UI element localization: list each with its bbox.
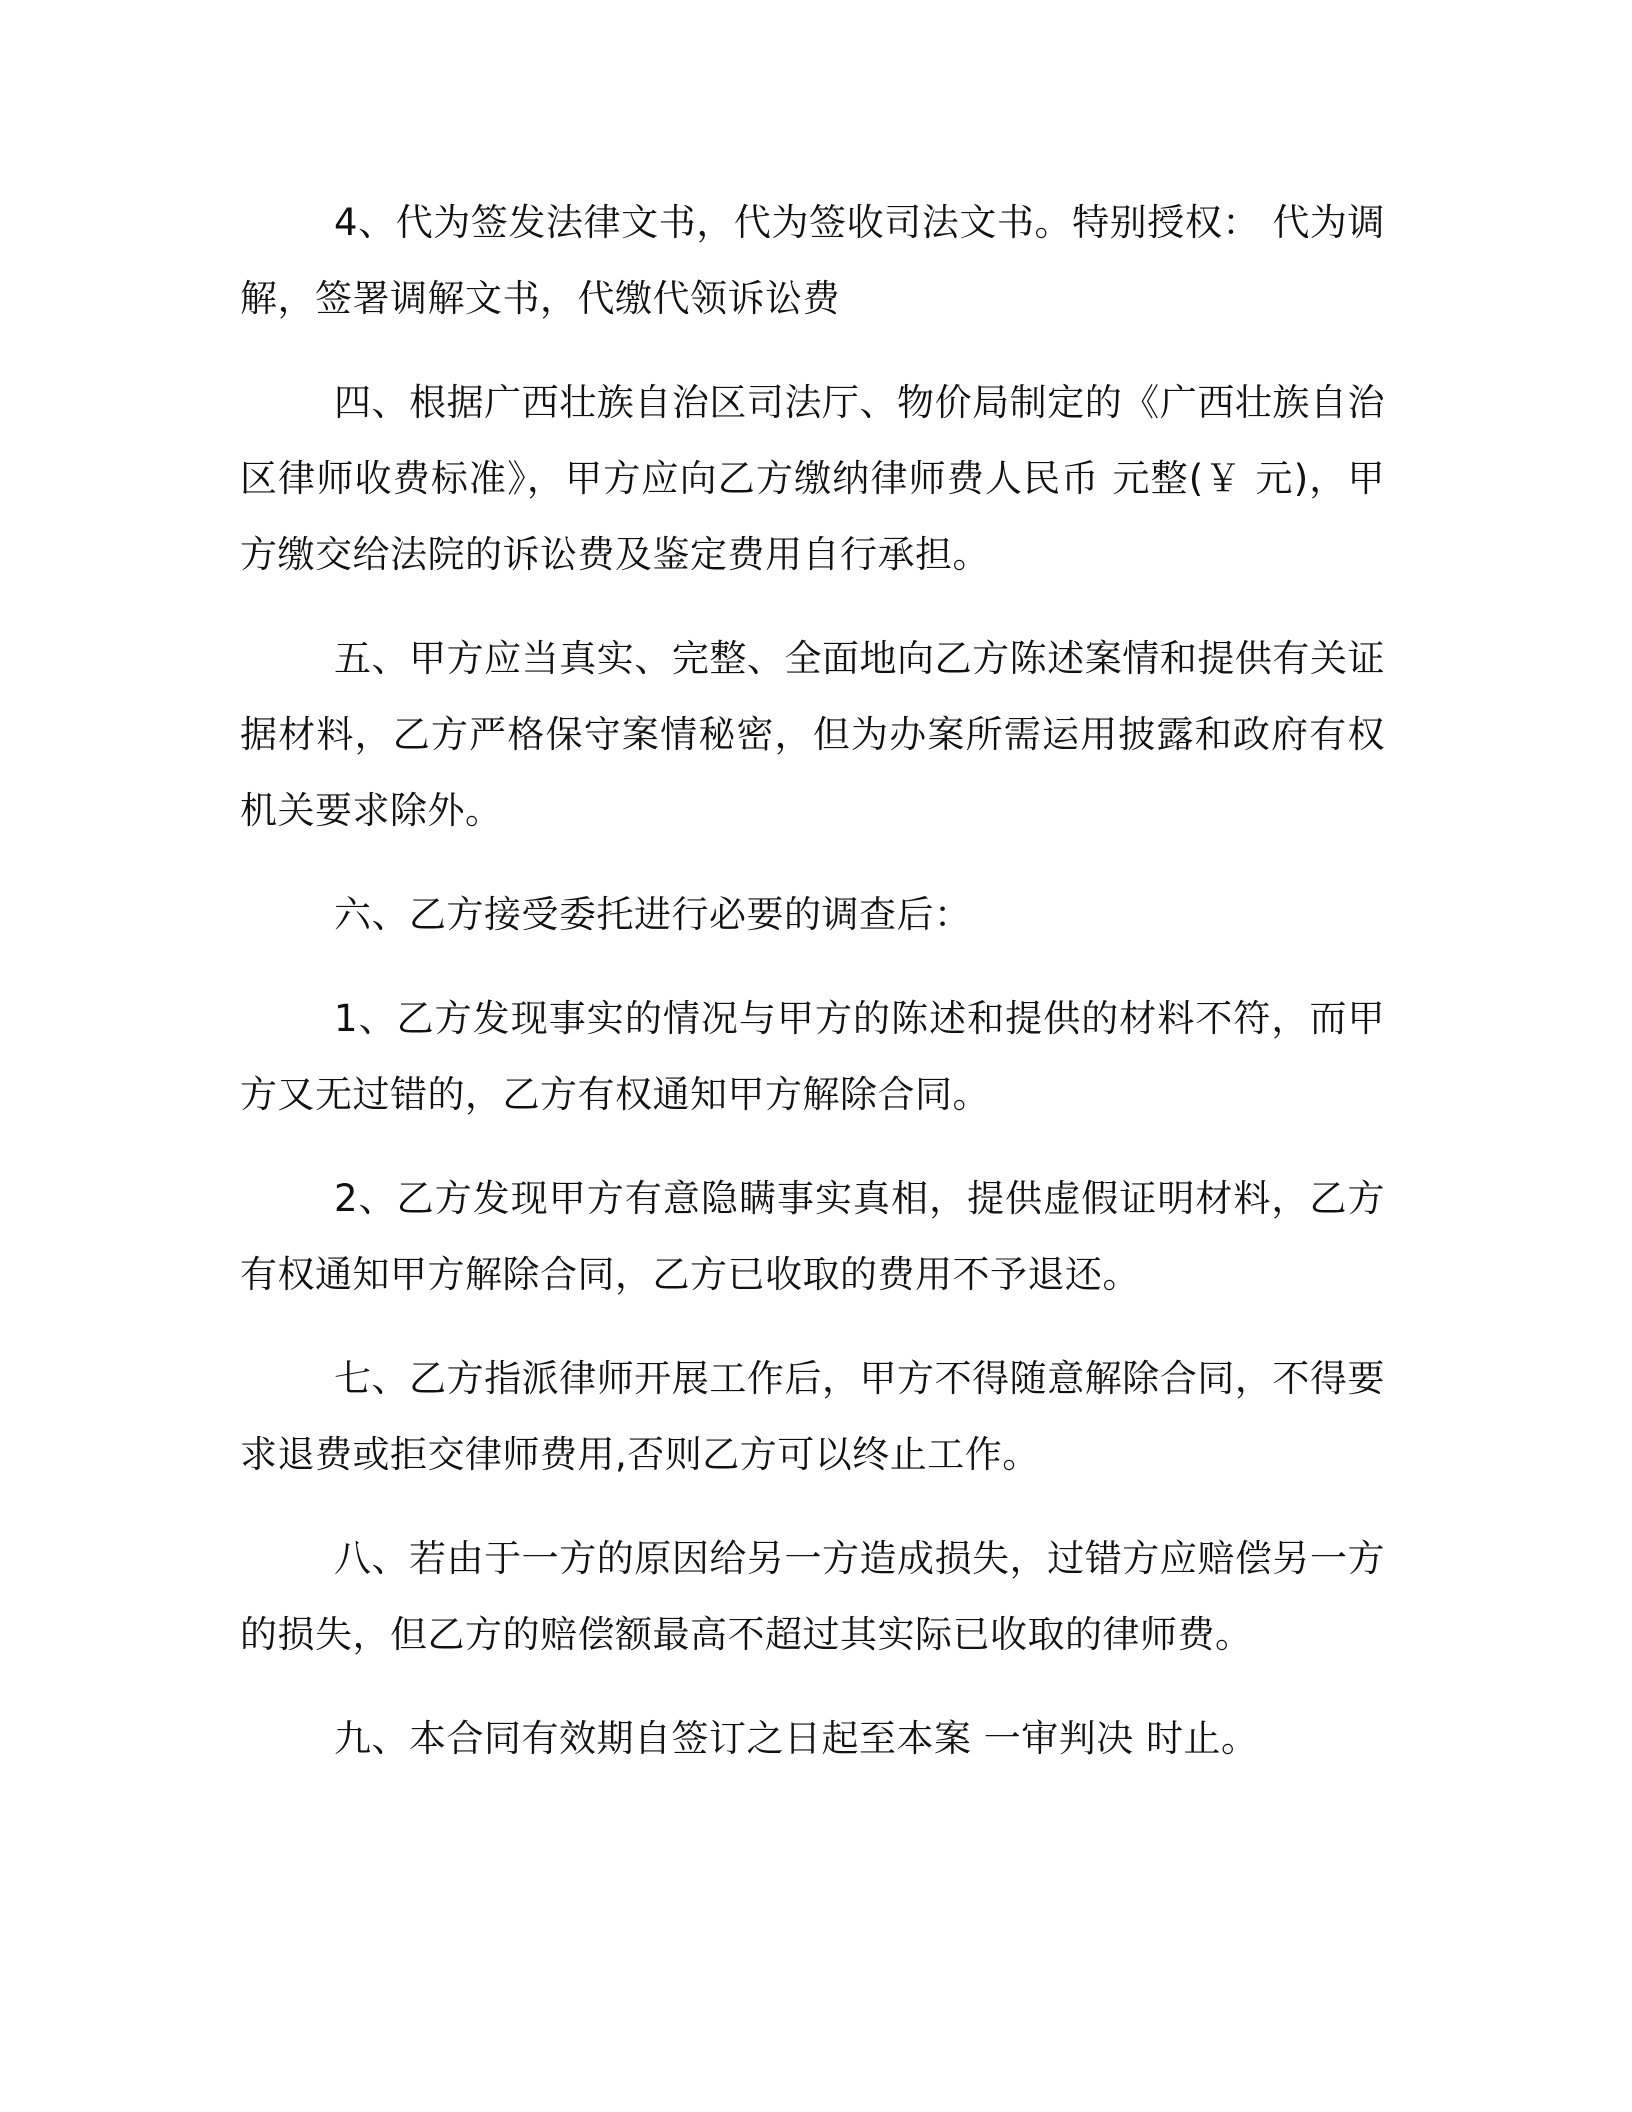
paragraph-section-8-liability: 八、若由于一方的原因给另一方造成损失，过错方应赔偿另一方的损失，但乙方的赔偿额最高不超过其实际已收取的律师费。 — [240, 1537, 1385, 1656]
document-body — [240, 185, 1385, 1805]
paragraph-section-4-fees: 四、根据广西壮族自治区司法厅、物价局制定的《广西壮族自治区律师收费标准》，甲方应向乙方缴纳律师费人民币 元整(￥ 元)，甲方缴交给法院的诉讼费及鉴定费用自行承担。 — [240, 381, 1385, 576]
paragraph-section-7-termination: 七、乙方指派律师开展工作后，甲方不得随意解除合同，不得要求退费或拒交律师费用,否则乙方可以终止工作。 — [240, 1357, 1385, 1476]
paragraph-section-9-validity: 九、本合同有效期自签订之日起至本案 一审判决 时止。 — [334, 1717, 1259, 1760]
paragraph-section-5-disclosure: 五、甲方应当真实、完整、全面地向乙方陈述案情和提供有关证据材料，乙方严格保守案情秘密，但为办案所需运用披露和政府有权机关要求除外。 — [240, 637, 1385, 832]
paragraph-clause-1-mismatch: 1、乙方发现事实的情况与甲方的陈述和提供的材料不符，而甲方又无过错的，乙方有权通知甲方解除合同。 — [240, 997, 1385, 1116]
paragraph-clause-2-concealment: 2、乙方发现甲方有意隐瞒事实真相，提供虚假证明材料，乙方有权通知甲方解除合同，乙方已收取的费用不予退还。 — [240, 1177, 1385, 1296]
paragraph-section-6-investigation: 六、乙方接受委托进行必要的调查后： — [334, 893, 972, 936]
paragraph-clause-4-authorization: 4、代为签发法律文书，代为签收司法文书。特别授权： 代为调解，签署调解文书，代缴代领诉讼费 — [240, 201, 1385, 320]
